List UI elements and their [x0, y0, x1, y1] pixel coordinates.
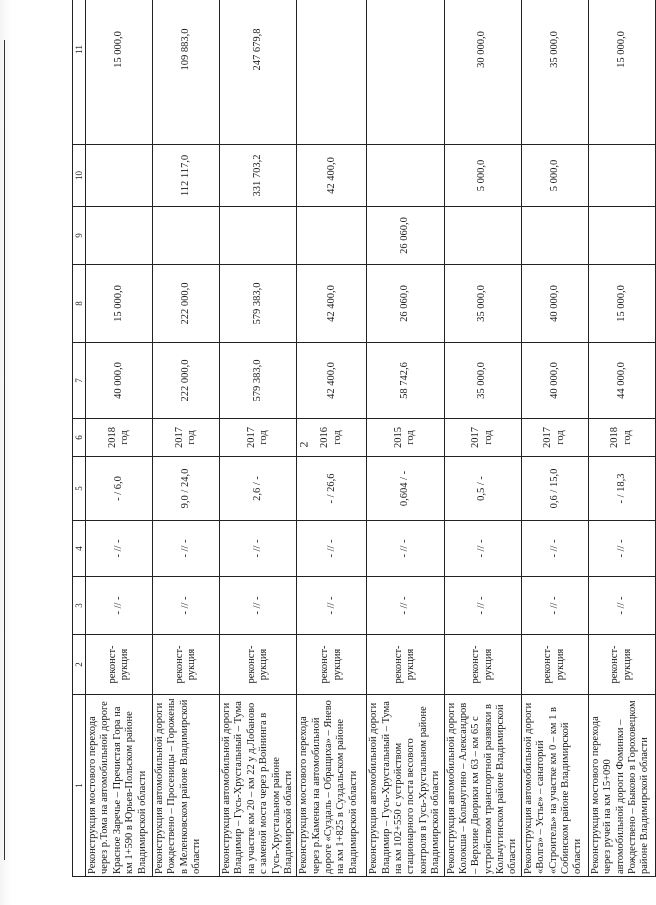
year-cell: 2017 год	[220, 419, 297, 457]
year-2016-cell: 331 703,2	[220, 145, 297, 207]
rotated-table-container	[72, 28, 651, 877]
work-type-cell: реконст-рукция	[521, 635, 588, 695]
capacity-cell: - / 26,6	[297, 457, 367, 521]
year-2015-cell	[220, 207, 297, 265]
year-2016-cell	[588, 145, 655, 207]
year-2016-cell: 112 117,0	[153, 145, 220, 207]
object-name-cell: Реконструкция автомобильной дороги Колокша – Кольчугино – Александров – Верхние Дворики км 63 – км 65 с устройством транспортной развязки в Кольчугинском районе Владимирской области	[444, 695, 521, 877]
col-header: 2	[73, 635, 86, 695]
year-2017-cell	[367, 0, 444, 145]
estimated-cost-cell: 579 383,0	[220, 343, 297, 419]
year-2017-cell: 15 000,0	[86, 0, 153, 145]
year-cell: 2017 год	[153, 419, 220, 457]
ditto-cell: - // -	[444, 577, 521, 635]
col-header: 9	[73, 207, 86, 265]
year-cell: 2017 год	[444, 419, 521, 457]
ditto-cell: - // -	[86, 521, 153, 577]
estimated-cost-cell: 58 742,6	[367, 343, 444, 419]
total-cell: 42 400,0	[297, 265, 367, 343]
table-row	[153, 0, 220, 877]
year-cell: 2015 год	[367, 419, 444, 457]
work-type-cell: реконст-рукция	[444, 635, 521, 695]
estimated-cost-cell: 44 000,0	[588, 343, 655, 419]
work-type-cell: реконст-рукция	[367, 635, 444, 695]
capacity-cell: 0,6 / 15,0	[521, 457, 588, 521]
ditto-cell: - // -	[220, 577, 297, 635]
year-2015-cell	[588, 207, 655, 265]
total-cell: 15 000,0	[86, 265, 153, 343]
capacity-cell: - / 6,0	[86, 457, 153, 521]
estimated-cost-cell: 222 000,0	[153, 343, 220, 419]
year-2016-cell	[367, 145, 444, 207]
year-cell: 2018 год	[86, 419, 153, 457]
estimated-cost-cell: 42 400,0	[297, 343, 367, 419]
total-cell: 26 060,0	[367, 265, 444, 343]
table-row	[521, 0, 588, 877]
col-header: 7	[73, 343, 86, 419]
ditto-cell: - // -	[367, 521, 444, 577]
ditto-cell: - // -	[521, 577, 588, 635]
year-2015-cell	[86, 207, 153, 265]
year-2015-cell: 26 060,0	[367, 207, 444, 265]
ditto-cell: - // -	[588, 577, 655, 635]
capacity-cell: 2,6 / -	[220, 457, 297, 521]
table-row	[86, 0, 153, 877]
year-2015-cell	[521, 207, 588, 265]
work-type-cell: реконст-рукция	[297, 635, 367, 695]
work-type-cell: реконст-рукция	[153, 635, 220, 695]
year-2016-cell	[86, 145, 153, 207]
ditto-cell: - // -	[444, 521, 521, 577]
total-cell: 15 000,0	[588, 265, 655, 343]
column-number-row	[73, 0, 86, 877]
table-row	[297, 0, 367, 877]
year-2017-cell: 15 000,0	[588, 0, 655, 145]
year-2017-cell: 109 883,0	[153, 0, 220, 145]
object-name-cell: Реконструкция автомобильной дороги «Волга» – Устье» – санаторий «Строитель» на участке км 0 – км 1 в Собинском районе Владимирской области	[521, 695, 588, 877]
ditto-cell: - // -	[153, 577, 220, 635]
table-row	[444, 0, 521, 877]
table-row	[220, 0, 297, 877]
table-row	[588, 0, 655, 877]
ditto-cell: - // -	[521, 521, 588, 577]
object-name-cell: Реконструкция мостового перехода через р.Тома на автомобильной дороге Красное Заречье – Пречистая Гора на км 1+590 в Юрьев-Польском районе Владимирской области	[86, 695, 153, 877]
col-header: 8	[73, 265, 86, 343]
work-type-cell: реконст-рукция	[86, 635, 153, 695]
total-cell: 40 000,0	[521, 265, 588, 343]
work-type-cell: реконст-рукция	[588, 635, 655, 695]
ditto-cell: - // -	[153, 521, 220, 577]
year-cell: 2017 год	[521, 419, 588, 457]
object-name-cell: Реконструкция мостового перехода через ручей на км 15+090 автомобильной дороги Фоминки – Рождествено – Быково в Гороховецком районе Владимирской области	[588, 695, 655, 877]
investment-table	[72, 0, 656, 877]
object-name-cell: Реконструкция автомобильной дороги Владимир – Гусь-Хрустальный – Тума на км 102+550 с устройством стационарного поста весового контроля в Гусь-Хрустальном районе Владимирской области	[367, 695, 444, 877]
estimated-cost-cell: 35 000,0	[444, 343, 521, 419]
year-2015-cell	[153, 207, 220, 265]
ditto-cell: - // -	[297, 521, 367, 577]
col-header: 10	[73, 145, 86, 207]
year-2016-cell: 5 000,0	[521, 145, 588, 207]
capacity-cell: - / 18,3	[588, 457, 655, 521]
estimated-cost-cell: 40 000,0	[86, 343, 153, 419]
ditto-cell: - // -	[86, 577, 153, 635]
estimated-cost-cell: 40 000,0	[521, 343, 588, 419]
total-cell: 35 000,0	[444, 265, 521, 343]
total-cell: 579 383,0	[220, 265, 297, 343]
year-2017-cell: 247 679,8	[220, 0, 297, 145]
work-type-cell: реконст-рукция	[220, 635, 297, 695]
left-border-line	[4, 40, 5, 860]
col-header: 6	[73, 419, 86, 457]
total-cell: 222 000,0	[153, 265, 220, 343]
year-cell: 2018 год	[588, 419, 655, 457]
page-number: 2	[296, 441, 311, 448]
object-name-cell: Реконструкция автомобильной дороги Владимир – Гусь-Хрустальный – Тума на участке км 20 – км 22 у д.Лобаново с заменой моста через р.Войнинга в Гусь-Хрустальном районе Владимирской области	[220, 695, 297, 877]
capacity-cell: 9,0 / 24,0	[153, 457, 220, 521]
ditto-cell: - // -	[297, 577, 367, 635]
year-2017-cell: 35 000,0	[521, 0, 588, 145]
year-2015-cell	[297, 207, 367, 265]
col-header: 5	[73, 457, 86, 521]
col-header: 3	[73, 577, 86, 635]
col-header: 11	[73, 0, 86, 145]
year-2016-cell: 42 400,0	[297, 145, 367, 207]
table-row	[367, 0, 444, 877]
col-header: 4	[73, 521, 86, 577]
year-cell: 2016 год	[297, 419, 367, 457]
object-name-cell: Реконструкция мостового перехода через р.Каменка на автомобильной дороге «Суздаль – Обращиха» – Янево на км 1+825 в Суздальском районе Владимирской области	[297, 695, 367, 877]
ditto-cell: - // -	[367, 577, 444, 635]
year-2017-cell: 30 000,0	[444, 0, 521, 145]
year-2016-cell: 5 000,0	[444, 145, 521, 207]
object-name-cell: Реконструкция автомобильной дороги Рождествено – Просеницы – Горожены в Меленковском районе Владимирской области	[153, 695, 220, 877]
ditto-cell: - // -	[588, 521, 655, 577]
year-2017-cell	[297, 0, 367, 145]
year-2015-cell	[444, 207, 521, 265]
ditto-cell: - // -	[220, 521, 297, 577]
capacity-cell: 0,5 / -	[444, 457, 521, 521]
capacity-cell: 0,604 / -	[367, 457, 444, 521]
col-header: 1	[73, 695, 86, 877]
